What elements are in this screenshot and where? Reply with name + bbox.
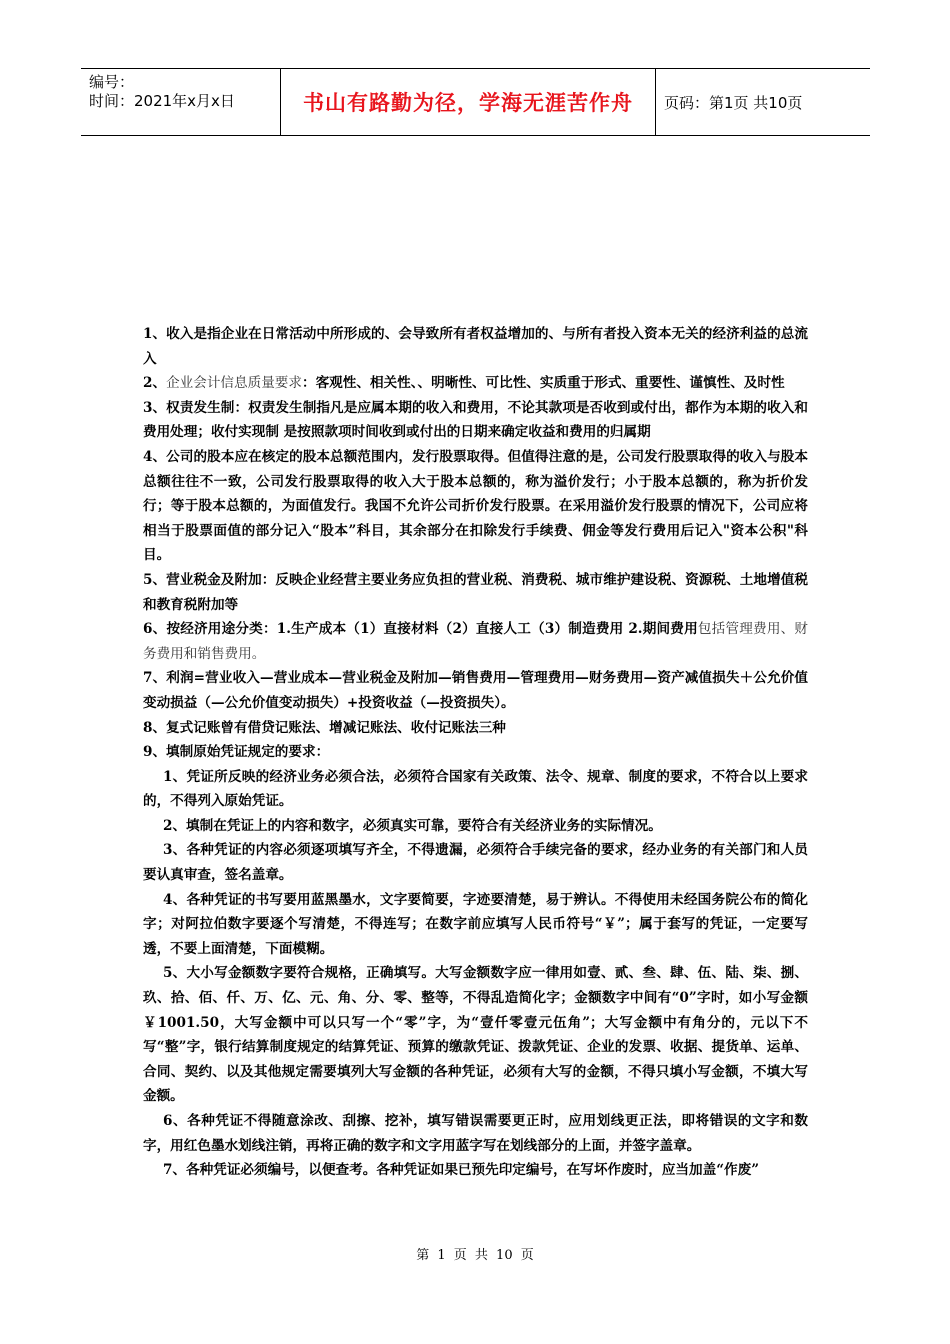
paragraph-7 xyxy=(143,666,808,715)
paragraph-text: 4、公司的股本应在核定的股本总额范围内，发行股票取得。但值得注意的是，公司发行股票取得的收入与股本总额往往不一致，公司发行股票取得的收入大于股本总额的，称为溢价发行；小于股本总额的，称为折价发行；等于股本总额的，为面值发行。我国不允许公司折价发行股票。在采用溢价发行股票的情况下，公司应将相当于股票面值的部分记入“股本”科目，其余部分在扣除发行手续费、佣金等发行费用后记入"资本公积"科目。 xyxy=(143,448,808,564)
paragraph-5 xyxy=(143,568,808,617)
motto-text: 书山有路勤为径，学海无涯苦作舟 xyxy=(303,90,633,115)
paragraph-2 xyxy=(143,371,808,396)
paragraph-text: 1、收入是指企业在日常活动中所形成的、会导致所有者权益增加的、与所有者投入资本无关的经济利益的总流入 xyxy=(143,326,808,367)
paragraph-text: ：客观性、相关性、、明晰性、可比性、实质重于形式、重要性、谨慎性、及时性 xyxy=(302,375,785,392)
header-meta-cell xyxy=(81,69,281,135)
paragraph-text: 3、各种凭证的内容必须逐项填写齐全，不得遗漏，必须符合手续完备的要求，经办业务的有关部门和人员要认真审查，签名盖章。 xyxy=(143,842,808,884)
header-page-info: 页码：第1页 共10页 xyxy=(664,93,803,112)
header-motto-cell xyxy=(281,69,656,135)
sub-item-3 xyxy=(143,838,808,887)
paragraph-text: 3、权责发生制：权责发生制指凡是应属本期的收入和费用，不论其款项是否收到或付出，都作为本期的收入和费用处理；收付实现制 是按照款项时间收到或付出的日期来确定收益和费用的归属期 xyxy=(143,399,808,441)
paragraph-6 xyxy=(143,617,808,666)
paragraph-4 xyxy=(143,445,808,568)
paragraph-text: 7、利润=营业收入—营业成本—营业税金及附加—销售费用—管理费用—财务费用—资产减值损失＋公允价值变动损益（—公允价值变动损失）+投资收益（—投资损失）。 xyxy=(143,670,808,711)
paragraph-light-text: 包括管理费用、财务费用和销售费用。 xyxy=(143,621,808,662)
paragraph-text: 8、复式记账曾有借贷记账法、增减记账法、收付记账法三种 xyxy=(143,719,506,736)
paragraph-text: 9、填制原始凭证规定的要求： xyxy=(143,744,330,761)
paragraph-text: 6、各种凭证不得随意涂改、刮擦、挖补，填写错误需要更正时，应用划线更正法，即将错误的文字和数字，用红色墨水划线注销，再将正确的数字和文字用蓝字写在划线部分的上面，并签字盖章。 xyxy=(143,1113,808,1154)
sub-item-2 xyxy=(143,814,808,839)
sub-item-7 xyxy=(143,1158,808,1183)
paragraph-light-text: 企业会计信息质量要求 xyxy=(166,375,302,392)
paragraph-text: 6、按经济用途分类：1.生产成本（1）直接材料（2）直接人工（3）制造费用 2.期间费用 xyxy=(143,621,698,638)
sub-item-6 xyxy=(143,1109,808,1158)
header-page-cell xyxy=(656,69,870,135)
document-body xyxy=(143,322,808,1183)
paragraph-1 xyxy=(143,322,808,371)
paragraph-3 xyxy=(143,396,808,445)
document-number-label: 编号： xyxy=(89,73,135,91)
paragraph-text: 1、凭证所反映的经济业务必须合法，必须符合国家有关政策、法令、规章、制度的要求，不符合以上要求的，不得列入原始凭证。 xyxy=(143,768,808,810)
paragraph-prefix: 2、 xyxy=(143,375,167,392)
paragraph-text: 5、大小写金额数字要符合规格，正确填写。大写金额数字应一律用如壹、贰、叁、肆、伍、陆、柒、捌、玖、拾、佰、仟、万、亿、元、角、分、零、整等，不得乱造简化字；金额数字中间有“0”字时，如小写金额￥1001.50，大写金额中可以只写一个“零”字，为“壹仟零壹元伍角”；大写金额中有角分的，元以下不写“整”字，银行结算制度规定的结算凭证、预算的缴款凭证、拨款凭证、企业的发票、收据、提货单、运单、合同、契约、以及其他规定需要填列大写金额的各种凭证，必须有大写的金额，不得只填小写金额，不填大写金额。 xyxy=(143,965,808,1105)
paragraph-text: 7、各种凭证必须编号，以便查考。各种凭证如果已预先印定编号，在写坏作废时，应当加盖“作废” xyxy=(163,1162,760,1179)
document-time-label: 时间：2021年x月x日 xyxy=(89,92,235,110)
header-table xyxy=(81,68,870,136)
sub-item-4 xyxy=(143,888,808,962)
paragraph-text: 5、营业税金及附加：反映企业经营主要业务应负担的营业税、消费税、城市维护建设税、资源税、土地增值税和教育税附加等 xyxy=(143,571,808,613)
paragraph-9 xyxy=(143,740,808,765)
paragraph-8 xyxy=(143,716,808,741)
page-footer xyxy=(0,1244,950,1263)
sub-item-5 xyxy=(143,961,808,1109)
footer-page-number: 第 1 页 共 10 页 xyxy=(416,1248,534,1263)
sub-item-1 xyxy=(143,765,808,814)
paragraph-text: 2、填制在凭证上的内容和数字，必须真实可靠，要符合有关经济业务的实际情况。 xyxy=(163,817,662,834)
paragraph-text: 4、各种凭证的书写要用蓝黑墨水，文字要简要，字迹要清楚，易于辨认。不得使用未经国务院公布的简化字；对阿拉伯数字要逐个写清楚，不得连写；在数字前应填写人民币符号“￥”；属于套写的凭证，一定要写透，不要上面清楚，下面模糊。 xyxy=(143,891,808,957)
